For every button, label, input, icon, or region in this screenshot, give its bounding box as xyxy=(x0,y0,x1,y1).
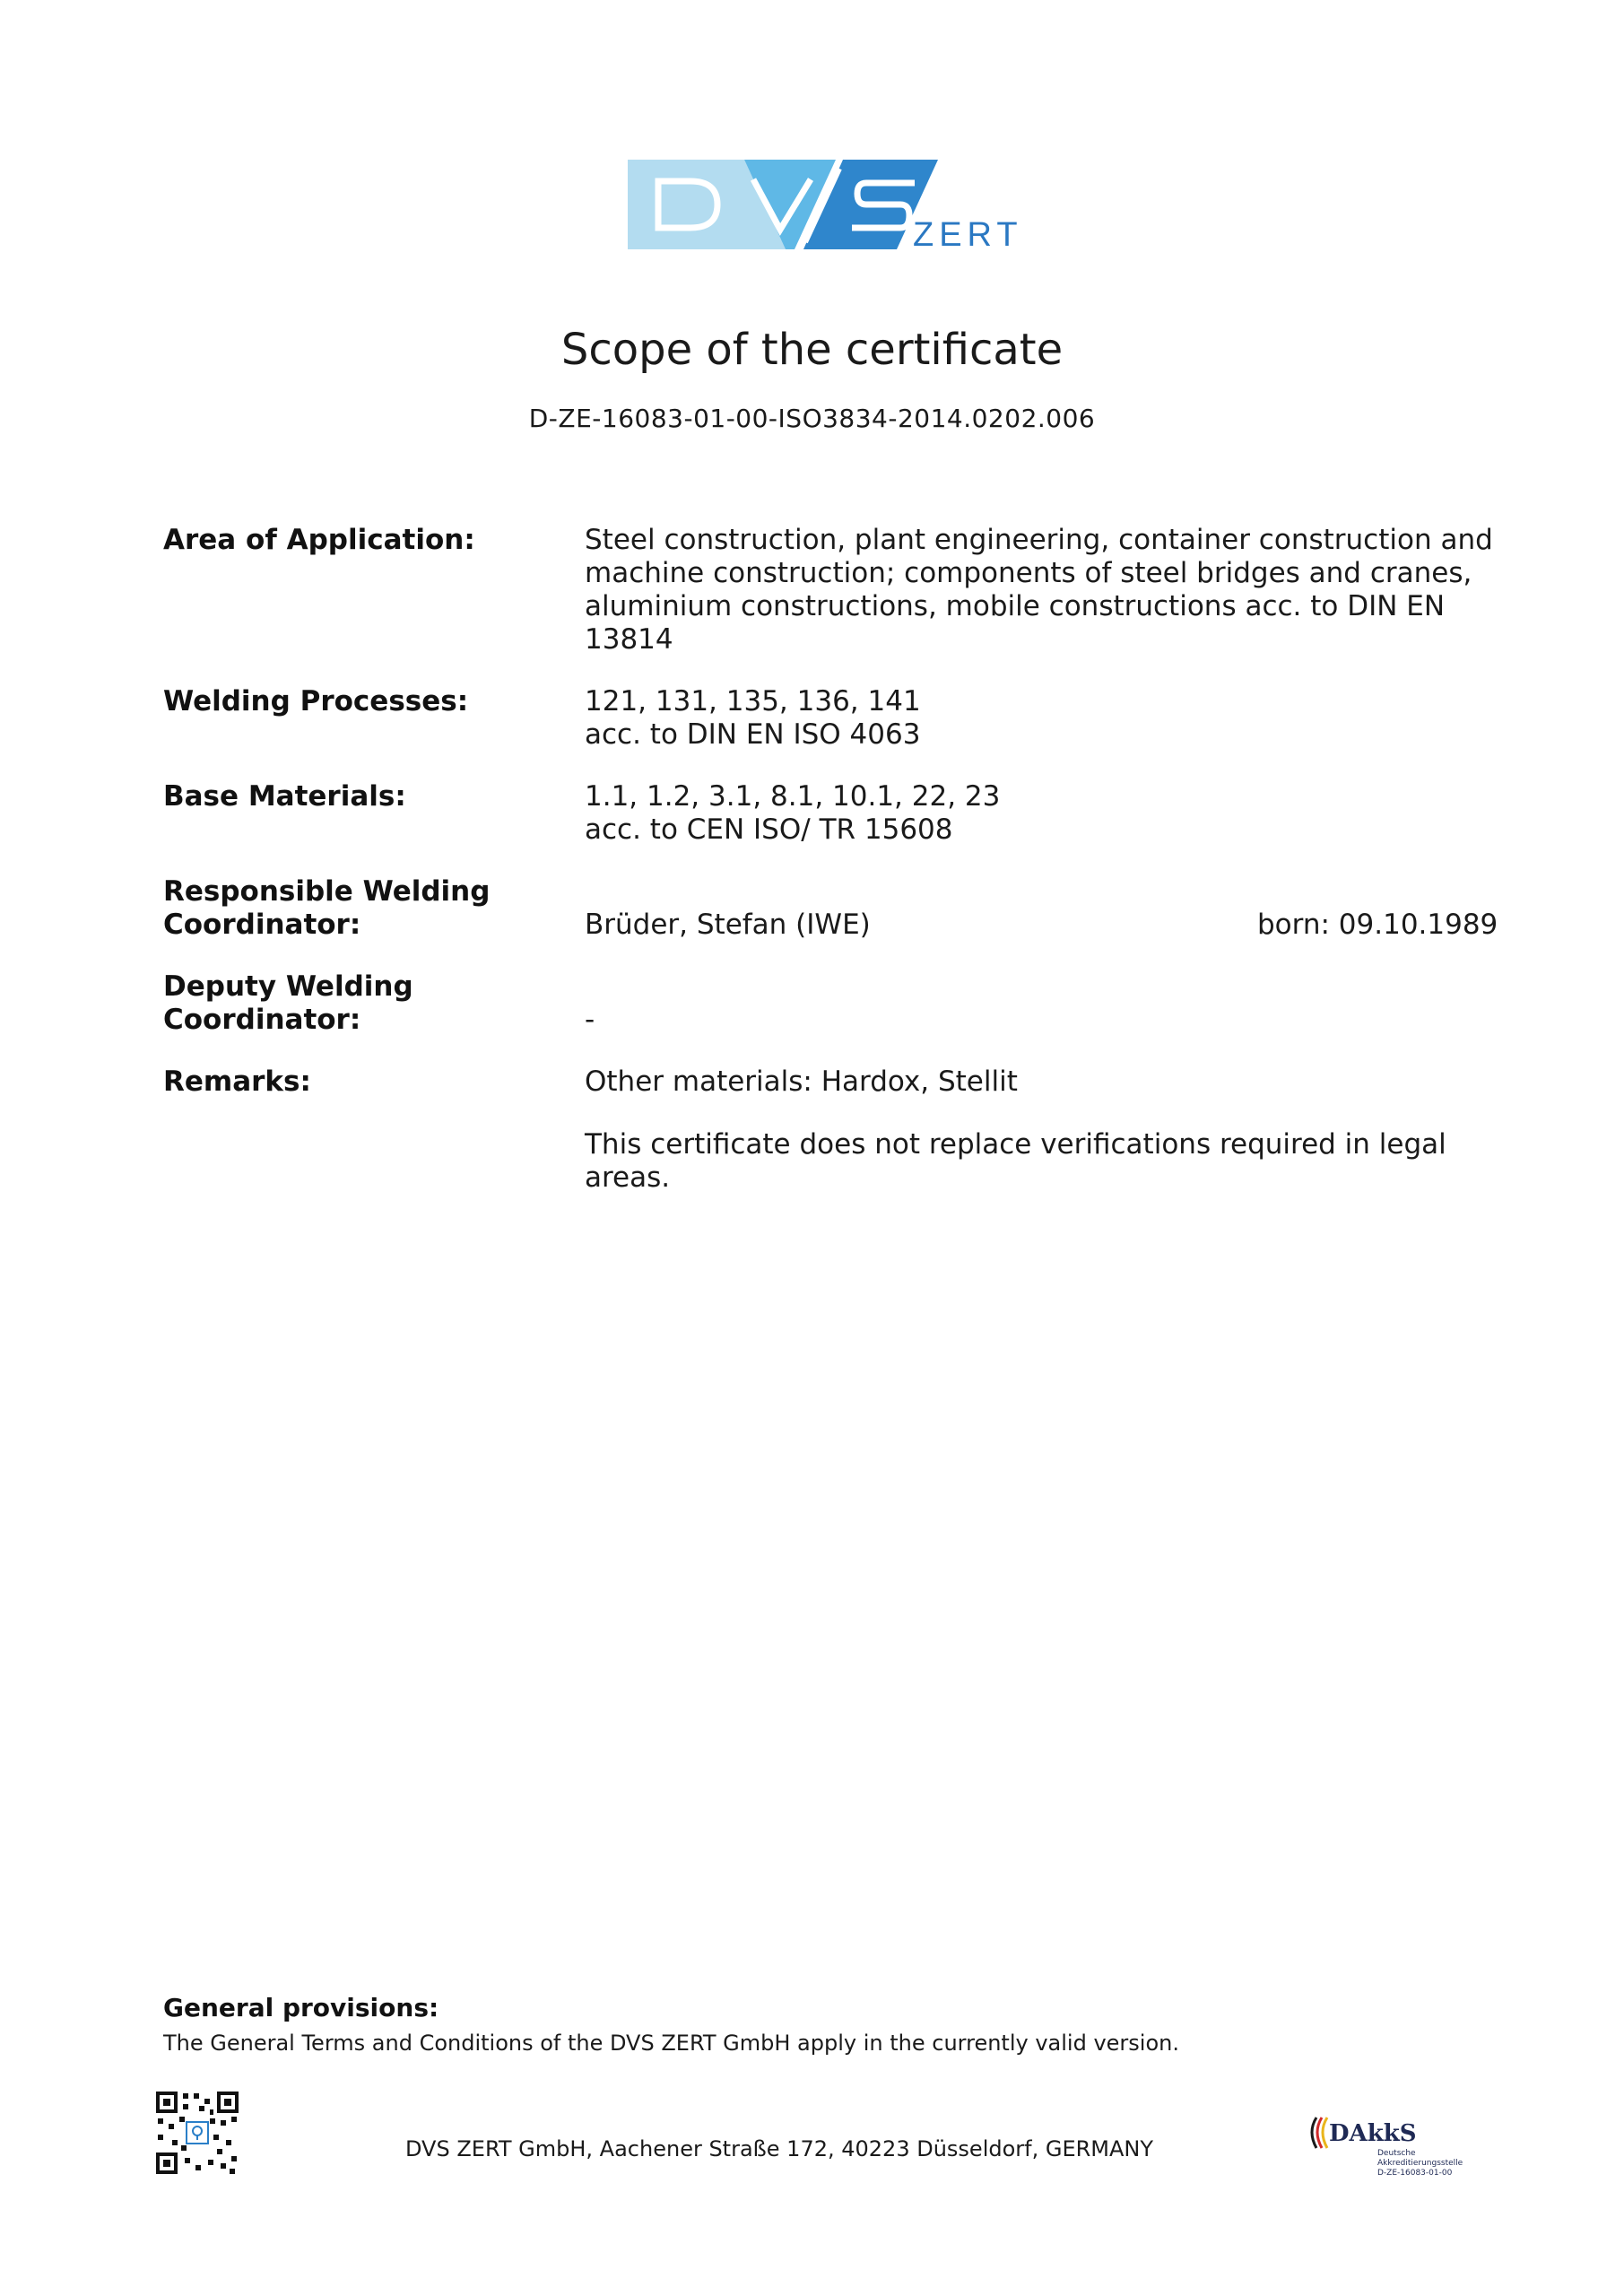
deputy-coordinator-value: - xyxy=(585,1004,595,1036)
dakks-arc-black xyxy=(1312,2118,1316,2148)
dakks-subtitle: Deutsche Akkreditierungsstelle D-ZE-16083-01-00 xyxy=(1377,2149,1463,2178)
responsible-coordinator-label: Responsible Welding Coordinator: xyxy=(163,875,491,941)
coordinator-birthdate: born: 09.10.1989 xyxy=(1257,909,1498,941)
deputy-coordinator-label: Deputy Welding Coordinator: xyxy=(163,970,413,1036)
base-materials-value: 1.1, 1.2, 3.1, 8.1, 10.1, 22, 23 acc. to CEN ISO/ TR 15608 xyxy=(585,780,1001,846)
dakks-name: DAkkS xyxy=(1329,2120,1417,2147)
dvs-zert-logo xyxy=(628,156,1058,255)
general-provisions-heading: General provisions: xyxy=(163,1993,439,2022)
welding-processes-label: Welding Processes: xyxy=(163,685,469,718)
base-materials-label: Base Materials: xyxy=(163,780,406,813)
area-of-application-label: Area of Application: xyxy=(163,524,475,556)
remarks-note: This certificate does not replace verifications required in legal areas. xyxy=(585,1128,1446,1194)
page-title: Scope of the certificate xyxy=(560,325,1064,375)
remarks-label: Remarks: xyxy=(163,1065,311,1098)
certificate-id: D-ZE-16083-01-00-ISO3834-2014.0202.006 xyxy=(528,404,1096,433)
remarks-value: Other materials: Hardox, Stellit xyxy=(585,1065,1018,1098)
logo-suffix: ZERT xyxy=(913,216,1023,254)
dakks-arc-gold xyxy=(1323,2118,1327,2148)
general-provisions-text: The General Terms and Conditions of the DVS ZERT GmbH apply in the currently valid version. xyxy=(163,2031,1179,2056)
qr-code-icon xyxy=(154,2090,240,2176)
responsible-coordinator-value: Brüder, Stefan (IWE) xyxy=(585,909,871,941)
welding-processes-value: 121, 131, 135, 136, 141 acc. to DIN EN ISO 4063 xyxy=(585,685,921,751)
area-of-application-value: Steel construction, plant engineering, container construction and machine construction; components of steel bridges and cranes, aluminium constructions, mobile constructions acc. to DIN EN 13814 xyxy=(585,524,1493,656)
dakks-arc-red xyxy=(1317,2118,1322,2148)
company-address: DVS ZERT GmbH, Aachener Straße 172, 40223 Düsseldorf, GERMANY xyxy=(405,2136,1154,2161)
